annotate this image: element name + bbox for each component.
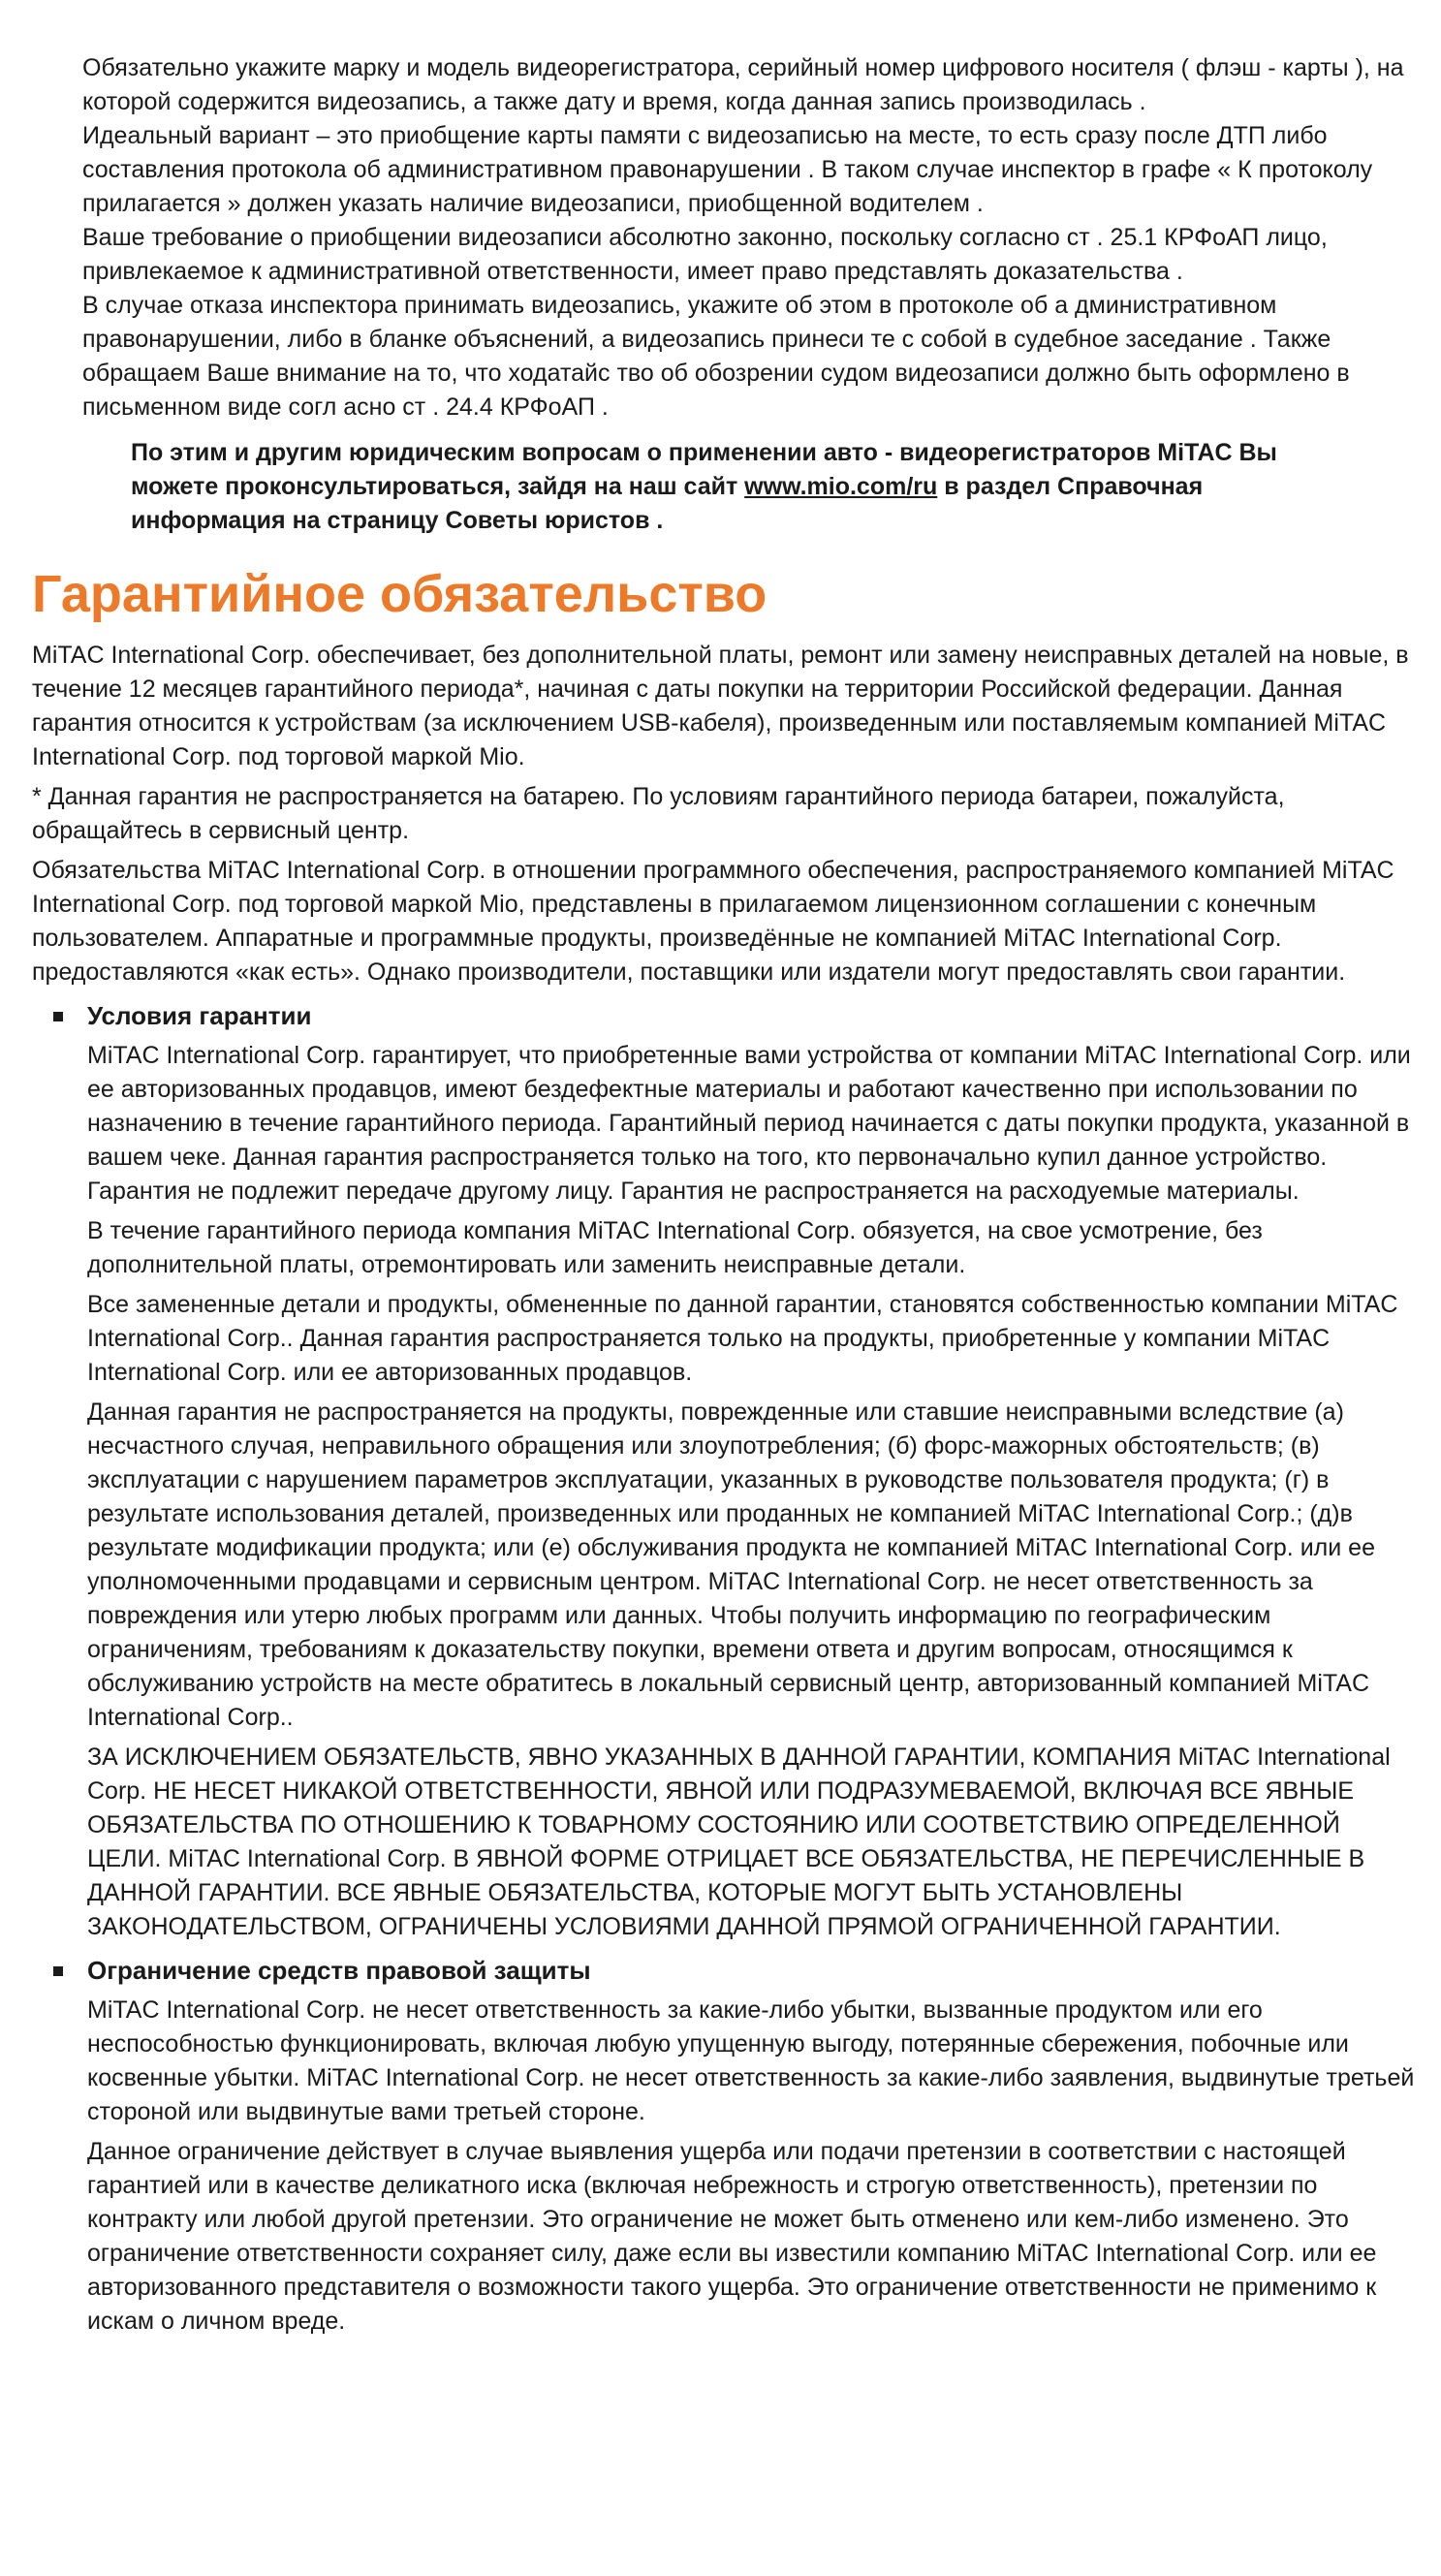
mio-website-link[interactable]: www.mio.com/ru — [744, 473, 938, 500]
warranty-footnote-battery: * Данная гарантия не распространяется на батарею. По условиям гарантийного периода батареи, пожалуйста, обращайтесь в сервисный центр. — [32, 783, 1285, 844]
bullet-paragraph-disclaimer-caps: ЗА ИСКЛЮЧЕНИЕМ ОБЯЗАТЕЛЬСТВ, ЯВНО УКАЗАННЫХ В ДАННОЙ ГАРАНТИИ, КОМПАНИЯ MiTAC International Corp. НЕ НЕСЕТ НИКАКОЙ ОТВЕТСТВЕННОСТИ, ЯВНОЙ ИЛИ ПОДРАЗУМЕВАЕМОЙ, ВКЛЮЧАЯ ВСЕ ЯВНЫЕ ОБЯЗАТЕЛЬСТВА ПО ОТНОШЕНИЮ К ТОВАРНОМУ СОСТОЯНИЮ ИЛИ СООТВЕТСТВИЮ ОПРЕДЕЛЕННОЙ ЦЕЛИ. MiTAC International Corp. В ЯВНОЙ ФОРМЕ ОТРИЦАЕТ ВСЕ ОБЯЗАТЕЛЬСТВА, НЕ ПЕРЕЧИСЛЕННЫЕ В ДАННОЙ ГАРАНТИИ. ВСЕ ЯВНЫЕ ОБЯЗАТЕЛЬСТВА, КОТОРЫЕ МОГУТ БЫТЬ УСТАНОВЛЕНЫ ЗАКОНОДАТЕЛЬСТВОМ, ОГРАНИЧЕНЫ УСЛОВИЯМИ ДАННОЙ ПРЯМОЙ ОГРАНИЧЕННОЙ ГАРАНТИИ. — [87, 1744, 1391, 1940]
legal-note-text-before: По этим и другим юридическим вопросам о применении авто - видеорегистраторов MiTAC Вы можете проконсультироваться, зайдя на наш сайт — [131, 439, 1277, 500]
intro-paragraph: Ваше требование о приобщении видеозаписи абсолютно законно, поскольку согласно ст . 25.1 КРФоАП лицо, привлекаемое к административной ответственности, имеет право представлять доказательства . — [82, 224, 1328, 285]
warranty-section-title: Гарантийное обязательство — [32, 565, 767, 623]
bullet-heading: Ограничение средств правовой защиты — [87, 1956, 591, 1985]
bullet-heading-row — [53, 1954, 1415, 1988]
intro-paragraph: В случае отказа инспектора принимать видеозапись, укажите об этом в протоколе об а дминистративном правонарушении, либо в бланке объяснений, а видеозапись принеси те с собой в судебное заседание . Также обращаем Ваше внимание на то, что ходатайс тво об обозрении судом видеозаписи должно быть оформлено в письменном виде согл асно ст . 24.4 КРФоАП . — [82, 292, 1350, 421]
legal-note — [131, 436, 1318, 538]
bullet-item-limitation-of-remedies — [0, 1954, 1441, 2339]
bullet-paragraph: Все замененные детали и продукты, обмененные по данной гарантии, становятся собственностью компании MiTAC International Corp.. Данная гарантия распространяется только на продукты, приобретенные у компании MiTAC International Corp. или ее авторизованных продавцов. — [87, 1291, 1398, 1386]
bullet-item-warranty-terms — [0, 999, 1441, 1944]
square-bullet-icon — [53, 1966, 63, 1976]
square-bullet-icon — [53, 1012, 63, 1021]
bullet-paragraph: Данное ограничение действует в случае выявления ущерба или подачи претензии в соответствии с настоящей гарантией или в качестве деликатного иска (включая небрежность и строгую ответственность), претензии по контракту или любой другой претензии. Это ограничение не может быть отменено или кем-либо изменено. Это ограничение ответственности сохраняет силу, даже если вы известили компанию MiTAC International Corp. или ее авторизованного представителя о возможности такого ущерба. Это ограничение ответственности не применимо к искам о личном вреде. — [87, 2138, 1377, 2335]
intro-paragraph: Идеальный вариант – это приобщение карты памяти с видеозаписью на месте, то есть сразу после ДТП либо составления протокола об административном правонарушении . В таком случае инспектор в графе « К протоколу прилагается » должен указать наличие видеозаписи, приобщенной водителем . — [82, 122, 1373, 217]
bullet-heading: Условия гарантии — [87, 1001, 312, 1030]
warranty-section — [0, 639, 1441, 2339]
bullet-paragraph: MiTAC International Corp. не несет ответственность за какие-либо убытки, вызванные продуктом или его неспособностью функционировать, включая любую упущенную выгоду, потерянные сбережения, побочные или косвенные убытки. MiTAC International Corp. не несет ответственность за какие-либо заявления, выдвинутые третьей стороной или выдвинутые вами третьей стороне. — [87, 1996, 1415, 2125]
bullet-paragraph: В течение гарантийного периода компания MiTAC International Corp. обязуется, на свое усмотрение, без дополнительной платы, отремонтировать или заменить неисправные детали. — [87, 1217, 1263, 1278]
warranty-paragraph: MiTAC International Corp. обеспечивает, без дополнительной платы, ремонт или замену неисправных деталей на новые, в течение 12 месяцев гарантийного периода*, начиная с даты покупки на территории Российской федерации. Данная гарантия относится к устройствам (за исключением USB-кабеля), произведенным или поставляемым компанией MiTAC International Corp. под торговой маркой Mio. — [32, 642, 1409, 770]
legal-note-text-after: в раздел Справочная информация на страницу Советы юристов . — [131, 473, 1204, 534]
bullet-paragraph: MiTAC International Corp. гарантирует, что приобретенные вами устройства от компании MiTAC International Corp. или ее авторизованных продавцов, имеют бездефектные материалы и работают качественно при использовании по назначению в течение гарантийного периода. Гарантийный период начинается с даты покупки продукта, указанной в вашем чеке. Данная гарантия распространяется только на того, кто первоначально купил данное устройство. Гарантия не подлежит передаче другому лицу. Гарантия не распространяется на расходуемые материалы. — [87, 1042, 1411, 1205]
bullet-heading-row — [53, 999, 1415, 1033]
warranty-paragraph: Обязательства MiTAC International Corp. в отношении программного обеспечения, распространяемого компанией MiTAC International Corp. под торговой маркой Mio, представлены в прилагаемом лицензионном соглашении с конечным пользователем. Аппаратные и программные продукты, произведённые не компанией MiTAC International Corp. предоставляются «как есть». Однако производители, поставщики или издатели могут предоставлять свои гарантии. — [32, 857, 1394, 986]
intro-section — [0, 0, 1441, 424]
intro-paragraph: Обязательно укажите марку и модель видеорегистратора, серийный номер цифрового носителя ( флэш - карты ), на которой содержится видеозапись, а также дату и время, когда данная запись производилась . — [82, 54, 1404, 115]
bullet-paragraph: Данная гарантия не распространяется на продукты, поврежденные или ставшие неисправными вследствие (а) несчастного случая, неправильного обращения или злоупотребления; (б) форс-мажорных обстоятельств; (в) эксплуатации с нарушением параметров эксплуатации, указанных в руководстве пользователя продукта; (г) в результате использования деталей, произведенных или проданных не компанией MiTAC International Corp.; (д)в результате модификации продукта; или (е) обслуживания продукта не компанией MiTAC International Corp. или ее уполномоченными продавцами и сервисным центром. MiTAC International Corp. не несет ответственность за повреждения или утерю любых программ или данных. Чтобы получить информацию по географическим ограничениям, требованиям к доказательству покупки, времени ответа и другим вопросам, относящимся к обслуживанию устройств на месте обратитесь в локальный сервисный центр, авторизованный компанией MiTAC International Corp.. — [87, 1398, 1375, 1731]
